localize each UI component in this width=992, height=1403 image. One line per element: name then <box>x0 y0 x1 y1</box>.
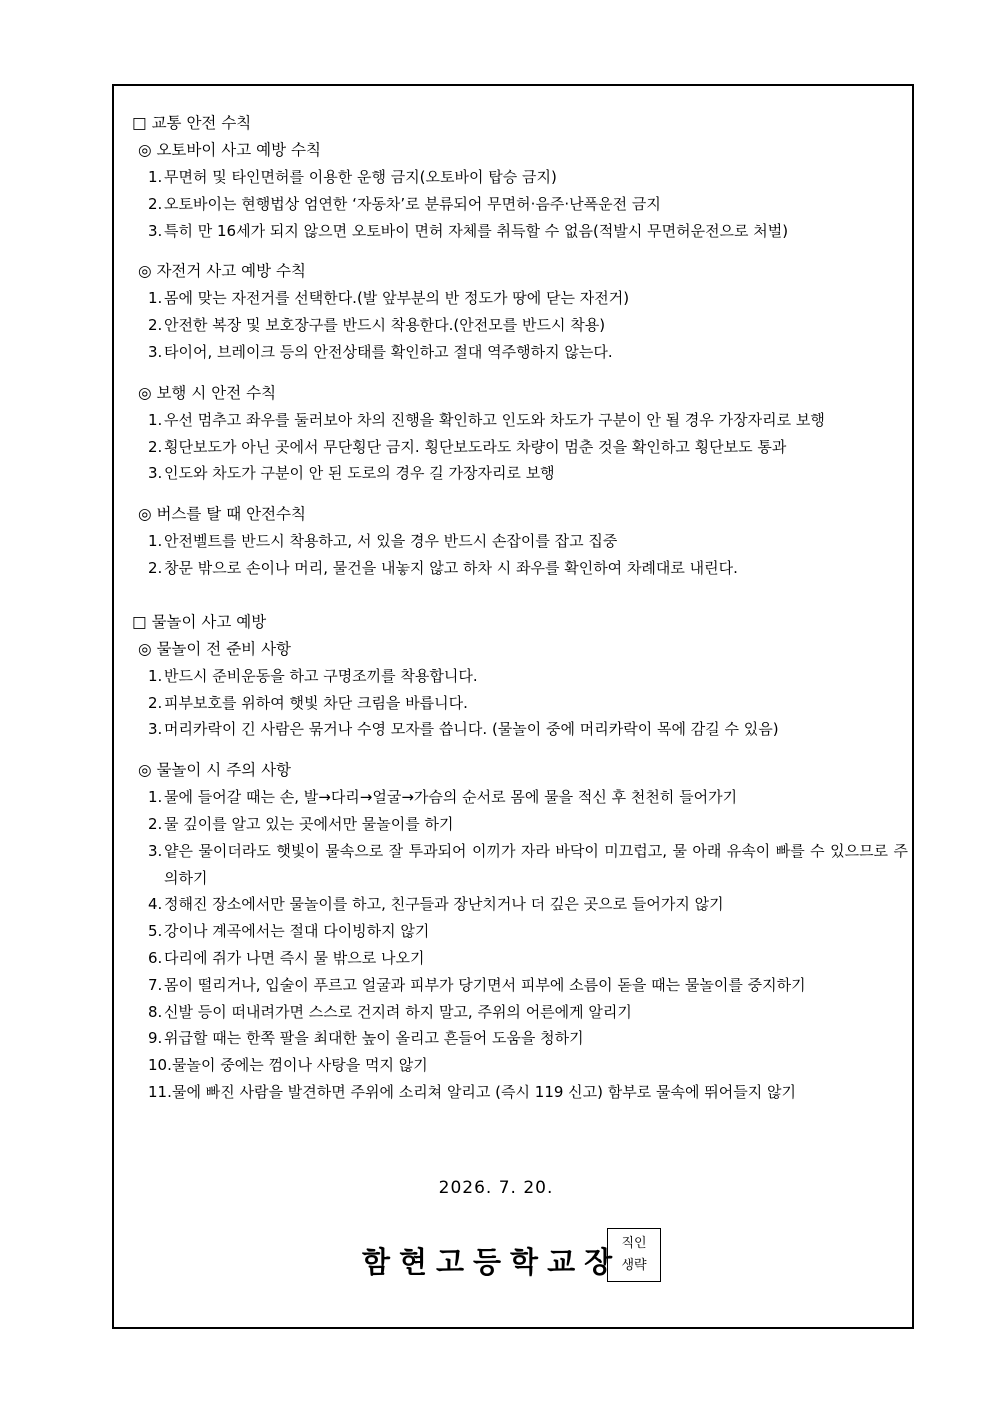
list-item <box>132 972 912 999</box>
list-item <box>132 663 912 690</box>
item-number: 2. <box>148 814 163 833</box>
document-date: 2026. 7. 20. <box>438 1178 554 1198</box>
item-text: 물 깊이를 알고 있는 곳에서만 물놀이를 하기 <box>164 814 454 833</box>
item-number: 3. <box>148 342 163 361</box>
list-item <box>132 838 912 892</box>
item-number: 2. <box>148 558 163 577</box>
item-text: 몸에 맞는 자전거를 선택한다.(발 앞부분의 반 정도가 땅에 닫는 자전거) <box>164 289 630 308</box>
list-item <box>132 945 912 972</box>
item-number: 3. <box>148 464 163 483</box>
bicycle-title: ◎ 자전거 사고 예방 수칙 <box>138 262 306 281</box>
motorcycle-list <box>132 164 912 244</box>
walking-list <box>132 407 912 487</box>
item-text: 횡단보도가 아닌 곳에서 무단횡단 금지. 횡단보도라도 차량이 멈춘 것을 확인하고 횡단보도 통과 <box>164 437 787 456</box>
seal-text-line1: 직인 <box>621 1236 647 1251</box>
bus-list <box>132 528 912 582</box>
list-item <box>132 1079 912 1106</box>
item-text: 타이어, 브레이크 등의 안전상태를 확인하고 절대 역주행하지 않는다. <box>164 342 613 361</box>
item-number: 6. <box>148 948 163 967</box>
item-number: 11. <box>148 1082 172 1101</box>
list-item <box>132 1025 912 1052</box>
list-item <box>132 312 912 339</box>
water-before-title: ◎ 물놀이 전 준비 사항 <box>138 639 292 658</box>
item-text: 안전한 복장 및 보호장구를 반드시 착용한다.(안전모를 반드시 착용) <box>164 316 606 335</box>
list-item <box>132 918 912 945</box>
document-body <box>132 110 912 1106</box>
item-number: 1. <box>148 788 163 807</box>
motorcycle-title: ◎ 오토바이 사고 예방 수칙 <box>138 141 321 159</box>
water-section-title: □ 물놀이 사고 예방 <box>132 612 267 631</box>
water-during-title: ◎ 물놀이 시 주의 사항 <box>138 761 292 780</box>
item-number: 2. <box>148 316 163 335</box>
official-seal-box <box>607 1228 661 1282</box>
list-item <box>132 891 912 918</box>
item-number: 1. <box>148 168 163 186</box>
item-text: 특히 만 16세가 되지 않으면 오토바이 면허 자체를 취득할 수 없음(적발시 무면허운전으로 처벌) <box>164 221 789 240</box>
list-item <box>132 999 912 1026</box>
list-item <box>132 555 912 582</box>
item-number: 5. <box>148 922 163 941</box>
list-item <box>132 339 912 366</box>
item-text: 물놀이 중에는 껌이나 사탕을 먹지 않기 <box>172 1056 428 1075</box>
item-text: 오토바이는 현행법상 엄연한 ‘자동차’로 분류되어 무면허·음주·난폭운전 금지 <box>164 194 661 213</box>
item-text: 머리카락이 긴 사람은 묶거나 수영 모자를 씁니다. (물놀이 중에 머리카락이 목에 감길 수 있음) <box>164 720 779 739</box>
item-text: 안전벨트를 반드시 착용하고, 서 있을 경우 반드시 손잡이를 잡고 집중 <box>164 532 618 551</box>
list-item <box>132 460 912 487</box>
item-number: 10. <box>148 1056 172 1075</box>
item-number: 1. <box>148 532 163 551</box>
bus-title: ◎ 버스를 탈 때 안전수칙 <box>138 505 306 524</box>
list-item <box>132 434 912 461</box>
item-number: 2. <box>148 437 163 456</box>
item-text: 무면허 및 타인면허를 이용한 운행 금지(오토바이 탑승 금지) <box>164 168 557 186</box>
list-item <box>132 218 912 245</box>
item-number: 4. <box>148 895 163 914</box>
item-text: 물에 빠진 사람을 발견하면 주위에 소리쳐 알리고 (즉시 119 신고) 함부로 물속에 뛰어들지 않기 <box>172 1082 796 1101</box>
item-text: 얕은 물이더라도 햇빛이 물속으로 잘 투과되어 이끼가 자라 바닥이 미끄럽고, 물 아래 유속이 빠를 수 있으므로 주의하기 <box>164 841 908 887</box>
item-number: 1. <box>148 410 163 429</box>
item-number: 2. <box>148 693 163 712</box>
item-text: 신발 등이 떠내려가면 스스로 건지려 하지 말고, 주위의 어른에게 알리기 <box>164 1002 632 1021</box>
item-text: 물에 들어갈 때는 손, 발→다리→얼굴→가슴의 순서로 몸에 물을 적신 후 천천히 들어가기 <box>164 788 738 807</box>
list-item <box>132 191 912 218</box>
item-number: 8. <box>148 1002 163 1021</box>
principal-signature: 함현고등학교장 <box>362 1245 622 1279</box>
item-text: 몸이 떨리거나, 입술이 푸르고 얼굴과 피부가 당기면서 피부에 소름이 돋을 때는 물놀이를 중지하기 <box>164 975 806 994</box>
bicycle-list <box>132 285 912 365</box>
item-text: 위급할 때는 한쪽 팔을 최대한 높이 올리고 흔들어 도움을 청하기 <box>164 1029 584 1048</box>
item-number: 9. <box>148 1029 163 1048</box>
list-item <box>132 811 912 838</box>
list-item <box>132 285 912 312</box>
seal-text-line2: 생략 <box>621 1258 647 1273</box>
item-text: 반드시 준비운동을 하고 구명조끼를 착용합니다. <box>164 666 478 685</box>
list-item <box>132 784 912 811</box>
water-during-list <box>132 784 912 1106</box>
item-text: 인도와 차도가 구분이 안 된 도로의 경우 길 가장자리로 보행 <box>164 464 555 483</box>
item-number: 3. <box>148 221 163 240</box>
list-item <box>132 1052 912 1079</box>
item-text: 우선 멈추고 좌우를 둘러보아 차의 진행을 확인하고 인도와 차도가 구분이 안 될 경우 가장자리로 보행 <box>164 410 825 429</box>
item-text: 다리에 쥐가 나면 즉시 물 밖으로 나오기 <box>164 948 425 967</box>
list-item <box>132 407 912 434</box>
item-number: 2. <box>148 194 163 213</box>
walking-title: ◎ 보행 시 안전 수칙 <box>138 383 277 402</box>
list-item <box>132 716 912 743</box>
item-text: 강이나 계곡에서는 절대 다이빙하지 않기 <box>164 922 430 941</box>
item-number: 3. <box>148 720 163 739</box>
item-text: 창문 밖으로 손이나 머리, 물건을 내놓지 않고 하차 시 좌우를 확인하여 차례대로 내린다. <box>164 558 738 577</box>
item-number: 3. <box>148 841 163 860</box>
item-text: 정해진 장소에서만 물놀이를 하고, 친구들과 장난치거나 더 깊은 곳으로 들어가지 않기 <box>164 895 724 914</box>
list-item <box>132 528 912 555</box>
item-number: 7. <box>148 975 163 994</box>
list-item <box>132 690 912 717</box>
list-item <box>132 164 912 191</box>
water-before-list <box>132 663 912 743</box>
item-number: 1. <box>148 289 163 308</box>
item-number: 1. <box>148 666 163 685</box>
item-text: 피부보호를 위하여 햇빛 차단 크림을 바릅니다. <box>164 693 468 712</box>
traffic-section-title: □ 교통 안전 수칙 <box>132 114 252 132</box>
